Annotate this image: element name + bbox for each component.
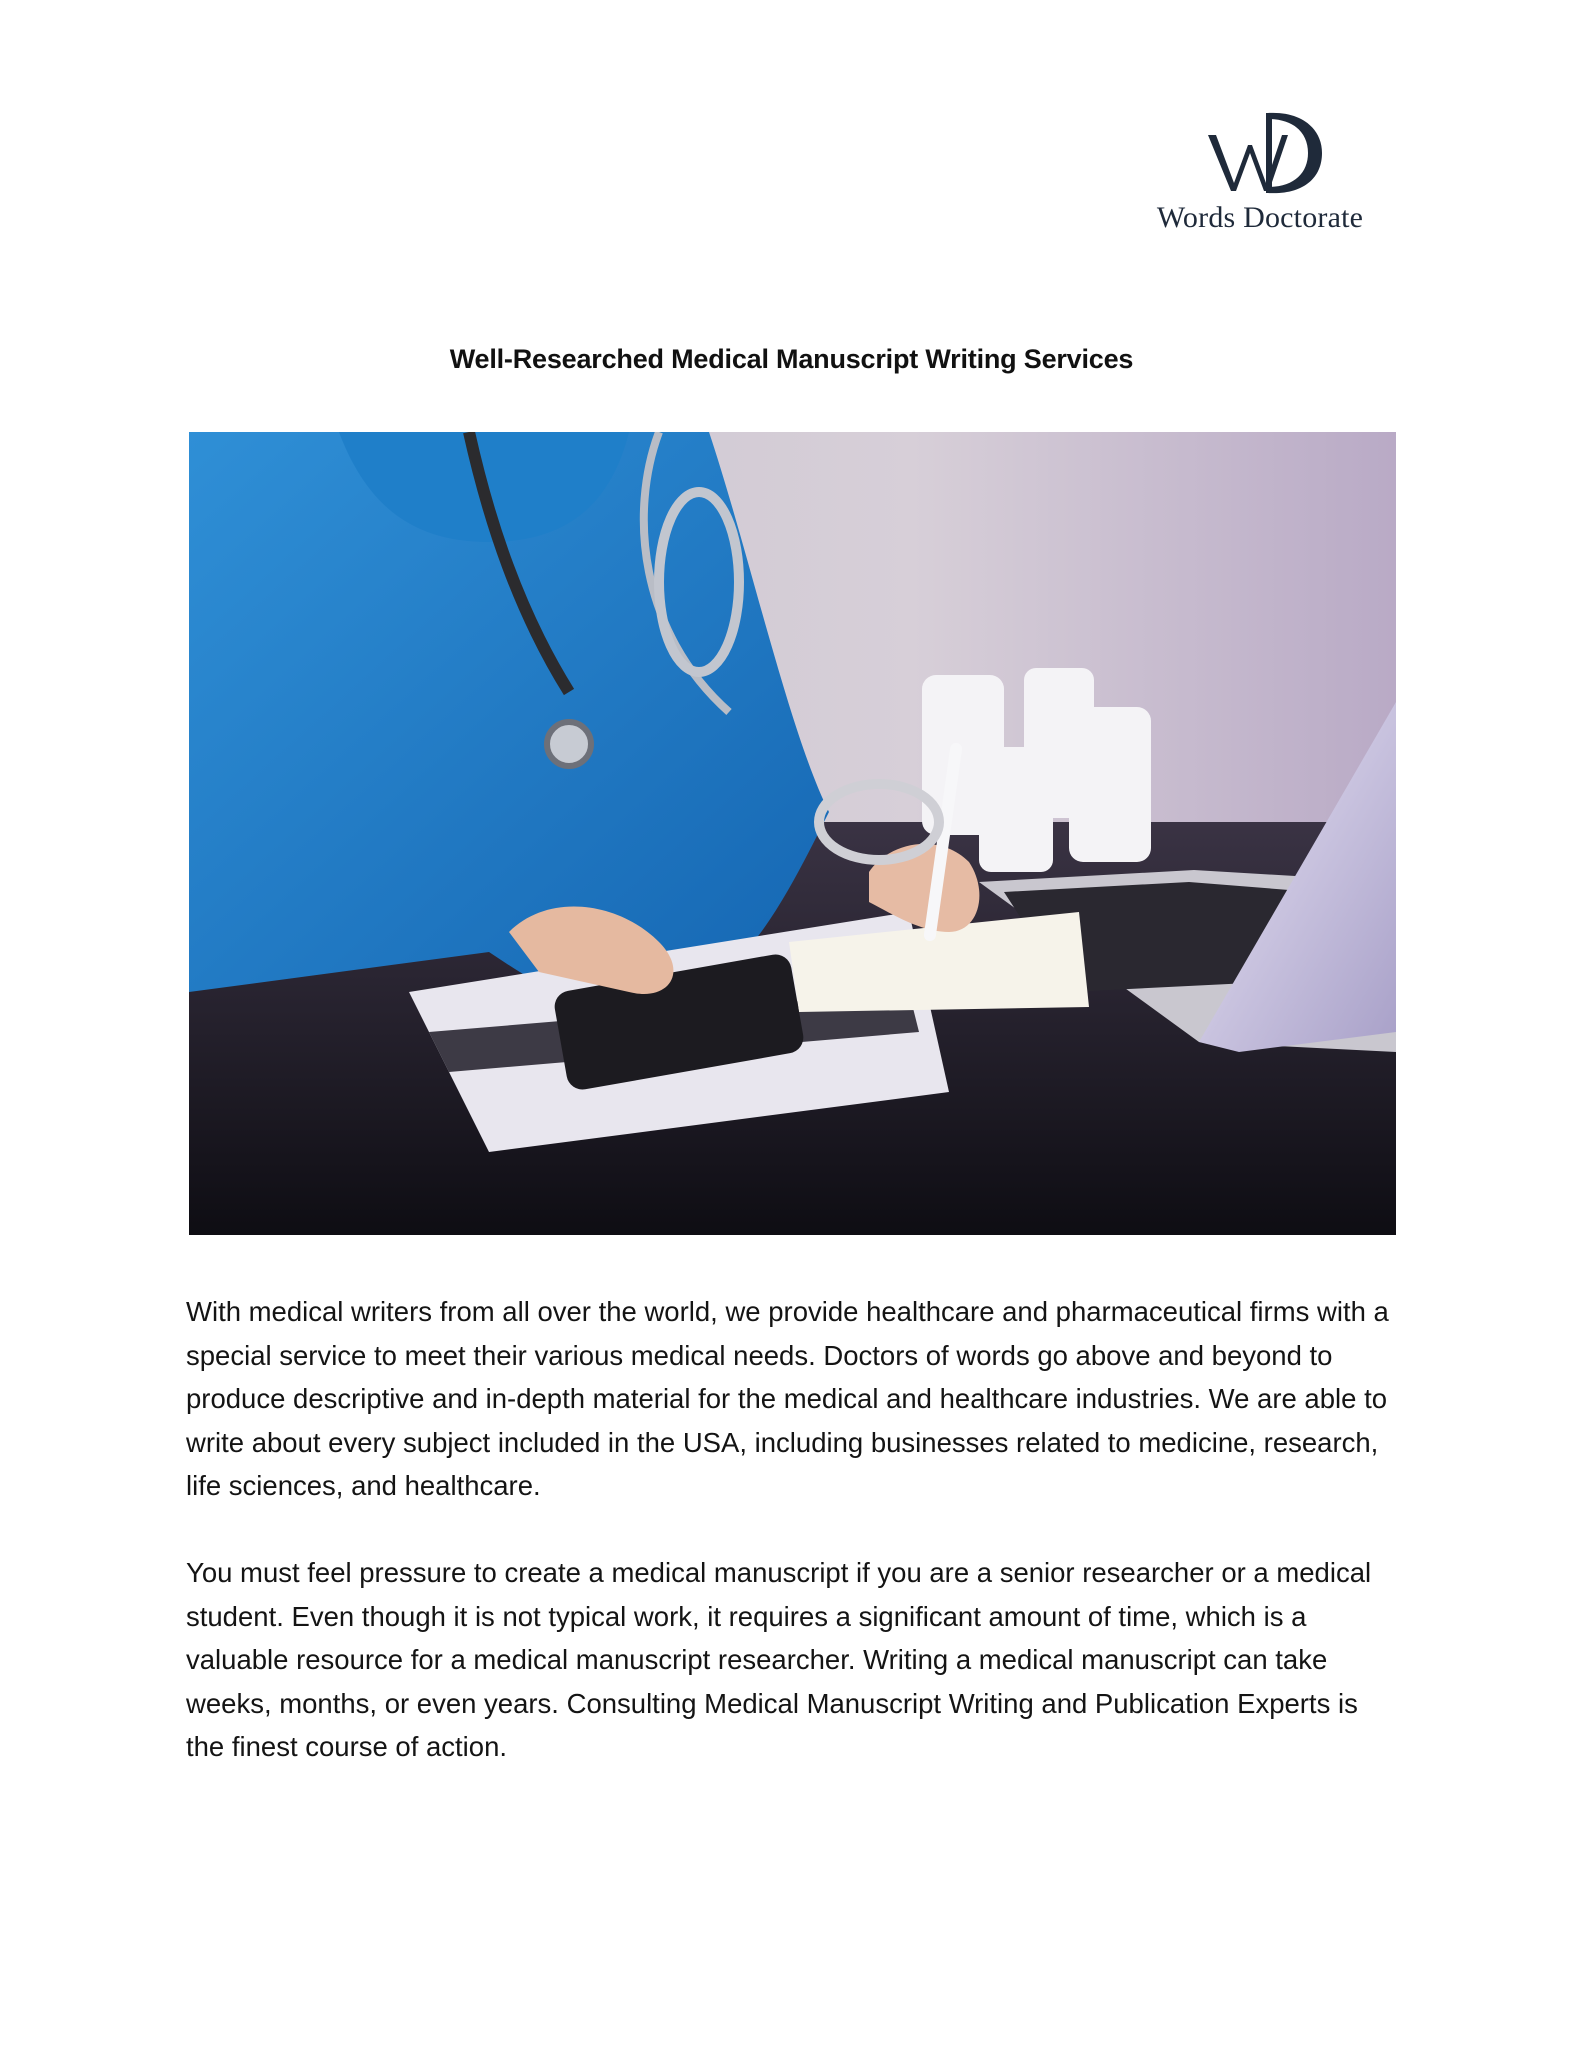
intro-paragraph: With medical writers from all over the world, we provide healthcare and pharmaceutical firms with a special service to meet their various medical needs. Doctors of words go above and beyond to produce descriptive and in-depth material for the medical and healthcare industries. We are able to write about every subject included in the USA, including businesses related to medicine, research, life sciences, and healthcare. [186,1296,1389,1501]
brand-logo [1135,105,1385,245]
brand-name: Words Doctorate [1156,201,1364,234]
wd-monogram-logo-icon [1190,105,1330,197]
page-title: Well-Researched Medical Manuscript Writing Services [449,344,1134,374]
hero-image [189,432,1396,1235]
nurse-writing-illustration [189,432,1396,1235]
manuscript-paragraph: You must feel pressure to create a medical manuscript if you are a senior researcher or a medical student. Even though it is not typical work, it requires a significant amount of time, which is a valuable resource for a medical manuscript researcher. Writing a medical manuscript can take weeks, months, or even years. Consulting Medical Manuscript Writing and Publication Experts is the finest course of action. [186,1557,1372,1762]
